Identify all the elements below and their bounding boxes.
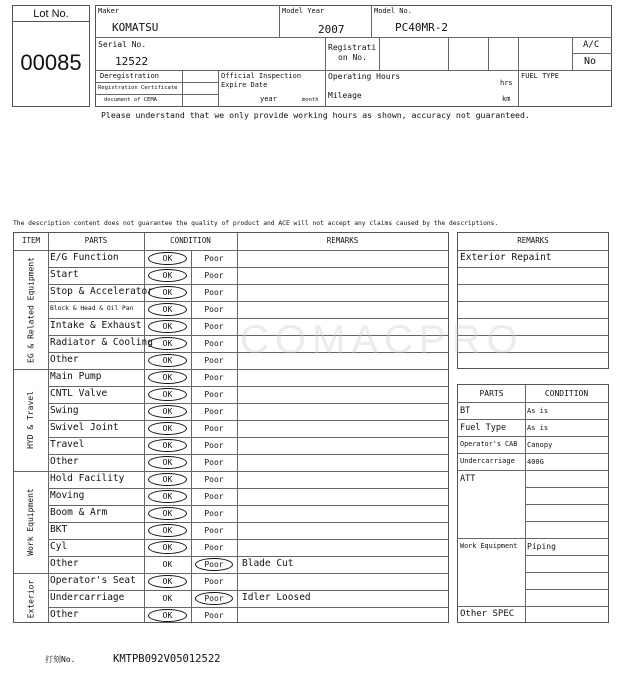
- selected-oval-icon: [148, 524, 187, 537]
- mileage-label: Mileage: [328, 91, 362, 100]
- part-name: Boom & Arm: [50, 507, 108, 518]
- poor-option[interactable]: Poor: [204, 594, 224, 603]
- ok-option[interactable]: OK: [162, 390, 173, 399]
- poor-option[interactable]: Poor: [204, 373, 224, 382]
- ok-option[interactable]: OK: [162, 458, 173, 467]
- ok-option[interactable]: OK: [162, 305, 173, 314]
- poor-option[interactable]: Poor: [204, 611, 224, 620]
- ok-option[interactable]: OK: [162, 475, 173, 484]
- part-name: Other: [50, 456, 79, 467]
- spec-label: Work Equipment: [460, 542, 518, 550]
- model-no-label: Model No.: [374, 7, 412, 15]
- part-name: Block & Head & Oil Pan: [50, 305, 134, 312]
- part-name: Swing: [50, 405, 79, 416]
- header-parts: PARTS: [84, 236, 108, 245]
- selected-oval-icon: [148, 422, 187, 435]
- poor-option[interactable]: Poor: [204, 509, 224, 518]
- selected-oval-icon: [148, 439, 187, 452]
- spec-value: Piping: [527, 542, 556, 551]
- group-label: HYD & Travel: [26, 391, 35, 449]
- remarks-row: Exterior Repaint: [460, 252, 552, 263]
- poor-option[interactable]: Poor: [204, 577, 224, 586]
- ok-option[interactable]: OK: [162, 288, 173, 297]
- part-name: Moving: [50, 490, 85, 501]
- maker-value: KOMATSU: [112, 21, 159, 34]
- part-name: Other: [50, 354, 79, 365]
- km-unit: km: [502, 95, 511, 103]
- ok-option[interactable]: OK: [162, 594, 173, 603]
- poor-option[interactable]: Poor: [204, 305, 224, 314]
- poor-option[interactable]: Poor: [204, 475, 224, 484]
- lot-label: Lot No.: [13, 6, 89, 22]
- ac-value: No: [584, 56, 597, 67]
- spec-table: [457, 384, 609, 623]
- part-name: Hold Facility: [50, 473, 125, 484]
- ok-option[interactable]: OK: [162, 611, 173, 620]
- watermark: COMACPRO: [240, 318, 524, 362]
- header-remarks: REMARKS: [326, 236, 359, 245]
- ok-option[interactable]: OK: [162, 560, 173, 569]
- registration-label: Registrati: [328, 43, 377, 52]
- poor-option[interactable]: Poor: [204, 339, 224, 348]
- poor-option[interactable]: Poor: [204, 492, 224, 501]
- group-label: Exterior: [26, 579, 35, 618]
- part-name: Other: [50, 558, 79, 569]
- selected-oval-icon: [148, 575, 187, 588]
- model-no-value: PC40MR-2: [395, 21, 448, 34]
- ok-option[interactable]: OK: [162, 373, 173, 382]
- maker-label: Maker: [98, 7, 120, 15]
- selected-oval-icon: [195, 592, 233, 605]
- selected-oval-icon: [148, 609, 187, 622]
- header-condition: CONDITION: [170, 236, 211, 245]
- selected-oval-icon: [148, 337, 187, 350]
- stamp-number: KMTPB092V05012522: [113, 653, 221, 665]
- inspection-label: Official Inspection: [221, 72, 302, 80]
- registration-certificate-label: Registration Certificate: [98, 85, 178, 91]
- poor-option[interactable]: Poor: [204, 407, 224, 416]
- part-name: E/G Function: [50, 252, 119, 263]
- part-name: Undercarriage: [50, 592, 125, 603]
- poor-option[interactable]: Poor: [204, 560, 224, 569]
- operating-hours-label: Operating Hours: [328, 72, 401, 81]
- condition-table: [13, 232, 449, 623]
- selected-oval-icon: [148, 456, 187, 469]
- poor-option[interactable]: Poor: [204, 458, 224, 467]
- part-name: Start: [50, 269, 79, 280]
- group-label: EG & Related Equipment: [26, 256, 35, 363]
- selected-oval-icon: [148, 541, 187, 554]
- ok-option[interactable]: OK: [162, 543, 173, 552]
- remarks-table: [457, 232, 609, 369]
- poor-option[interactable]: Poor: [204, 390, 224, 399]
- spec-label: BT: [460, 406, 471, 416]
- part-name: Cyl: [50, 541, 68, 552]
- accuracy-notice: Please understand that we only provide working hours as shown, accuracy not guaranteed.: [101, 110, 530, 120]
- spec-condition-header: CONDITION: [544, 389, 589, 398]
- ok-option[interactable]: OK: [162, 322, 173, 331]
- registration-label-2: on No.: [338, 53, 367, 62]
- selected-oval-icon: [148, 354, 187, 367]
- ok-option[interactable]: OK: [162, 271, 173, 280]
- remarks-header: REMARKS: [517, 236, 549, 245]
- ok-option[interactable]: OK: [162, 441, 173, 450]
- selected-oval-icon: [148, 286, 187, 299]
- selected-oval-icon: [148, 303, 187, 316]
- lot-box: [12, 5, 90, 107]
- year-label: year: [260, 95, 277, 103]
- spec-label: Fuel Type: [460, 423, 507, 433]
- selected-oval-icon: [195, 558, 233, 571]
- serial-label: Serial No.: [98, 40, 147, 49]
- serial-value: 12522: [115, 55, 149, 68]
- inspection-label-2: Expire Date: [221, 81, 268, 89]
- selected-oval-icon: [148, 388, 187, 401]
- ok-option[interactable]: OK: [162, 356, 173, 365]
- deregistration-label: Deregistration: [100, 72, 160, 80]
- ok-option[interactable]: OK: [162, 407, 173, 416]
- ac-label: A/C: [583, 40, 600, 50]
- part-name: Stop & Accelerator: [50, 286, 153, 297]
- spec-label: ATT: [460, 474, 476, 484]
- spec-value: As is: [527, 407, 549, 415]
- ok-option[interactable]: OK: [162, 577, 173, 586]
- lot-number: 00085: [20, 50, 82, 75]
- hrs-unit: hrs: [500, 79, 513, 87]
- fuel-type-label: FUEL TYPE: [521, 72, 559, 80]
- poor-option[interactable]: Poor: [204, 424, 224, 433]
- header-item: ITEM: [21, 236, 41, 245]
- ok-option[interactable]: OK: [162, 424, 173, 433]
- poor-option[interactable]: Poor: [204, 543, 224, 552]
- selected-oval-icon: [148, 252, 187, 265]
- ok-option[interactable]: OK: [162, 339, 173, 348]
- spec-value: Canopy: [527, 441, 553, 449]
- ok-option[interactable]: OK: [162, 509, 173, 518]
- selected-oval-icon: [148, 320, 187, 333]
- part-name: Radiator & Cooling: [50, 337, 153, 348]
- ok-option[interactable]: OK: [162, 492, 173, 501]
- spec-value: As is: [527, 424, 549, 432]
- selected-oval-icon: [148, 507, 187, 520]
- part-name: Other: [50, 609, 79, 620]
- remarks-cell: Idler Loosed: [242, 592, 311, 603]
- poor-option[interactable]: Poor: [204, 356, 224, 365]
- part-name: Operator's Seat: [50, 575, 136, 586]
- disclaimer: The description content does not guarantee the quality of product and ACE will not accept any claims caused by the descriptions.: [13, 220, 499, 227]
- model-year-value: 2007: [318, 23, 345, 36]
- remarks-cell: Blade Cut: [242, 558, 294, 569]
- group-label: Work Equipment: [26, 488, 35, 556]
- spec-label: Operator's CAB: [460, 440, 518, 448]
- spec-value: 400G: [527, 458, 544, 466]
- poor-option[interactable]: Poor: [204, 271, 224, 280]
- stamp-label: 打刻No.: [45, 655, 76, 664]
- selected-oval-icon: [148, 371, 187, 384]
- poor-option[interactable]: Poor: [204, 288, 224, 297]
- selected-oval-icon: [148, 269, 187, 282]
- part-name: CNTL Valve: [50, 388, 108, 399]
- month-label: month: [302, 97, 319, 103]
- spec-parts-header: PARTS: [479, 389, 504, 398]
- cema-label: document of CEMA: [104, 97, 157, 103]
- poor-option[interactable]: Poor: [204, 254, 224, 263]
- poor-option[interactable]: Poor: [204, 322, 224, 331]
- poor-option[interactable]: Poor: [204, 441, 224, 450]
- part-name: BKT: [50, 524, 68, 535]
- selected-oval-icon: [148, 405, 187, 418]
- part-name: Main Pump: [50, 371, 102, 382]
- selected-oval-icon: [148, 473, 187, 486]
- part-name: Travel: [50, 439, 85, 450]
- spec-label: Undercarriage: [460, 457, 515, 465]
- ok-option[interactable]: OK: [162, 254, 173, 263]
- poor-option[interactable]: Poor: [204, 526, 224, 535]
- spec-label: Other SPEC: [460, 609, 515, 619]
- model-year-label: Model Year: [282, 7, 325, 15]
- ok-option[interactable]: OK: [162, 526, 173, 535]
- selected-oval-icon: [148, 490, 187, 503]
- part-name: Intake & Exhaust: [50, 320, 142, 331]
- part-name: Swivel Joint: [50, 422, 119, 433]
